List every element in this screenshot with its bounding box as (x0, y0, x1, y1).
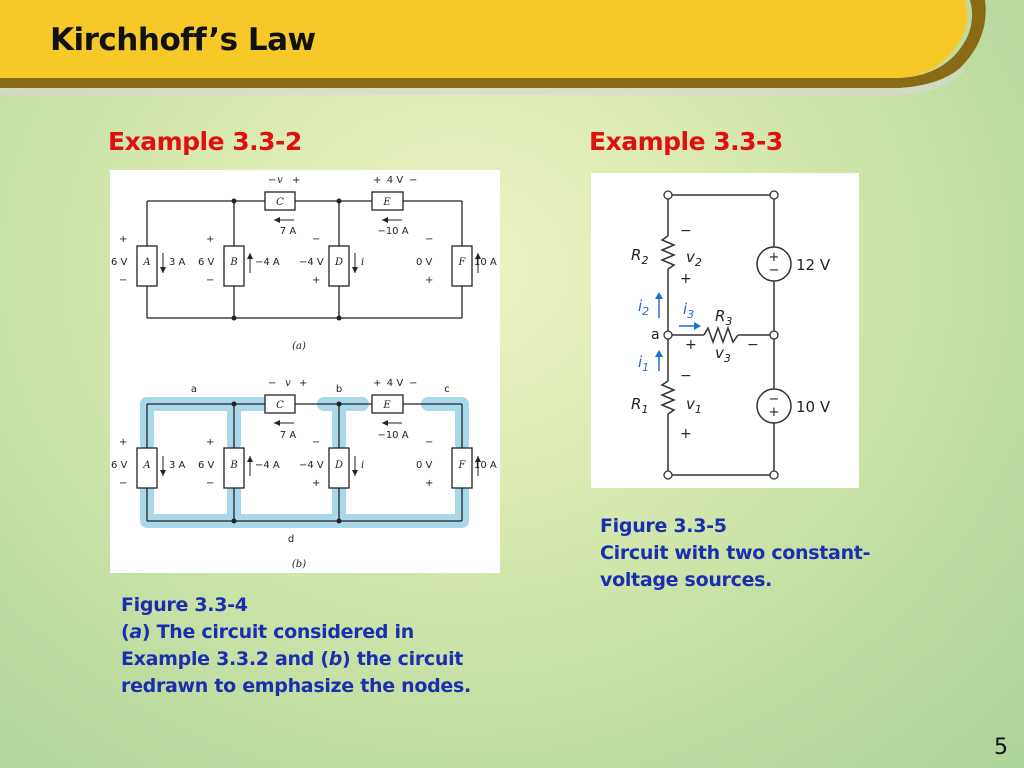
element-d-label: D (334, 257, 344, 268)
caption-line: redrawn to emphasize the nodes. (121, 675, 471, 697)
svg-text:+: + (425, 478, 434, 489)
voltage-d-label-b: −4 V (299, 460, 324, 471)
voltage-c-label-b: v (285, 378, 291, 389)
current-f-label-b: 10 A (474, 460, 497, 471)
node-a-label: a (190, 384, 198, 395)
current-c-label: 7 A (279, 226, 297, 237)
svg-text:R2 (631, 246, 648, 267)
r3-subscript: 3 (725, 315, 733, 328)
r2-label: R (631, 246, 642, 264)
current-d-label: i (361, 257, 365, 268)
svg-text:−: − (119, 275, 128, 286)
svg-text:−: − (206, 275, 215, 286)
node-c-label: c (444, 384, 450, 395)
i3-subscript: 3 (687, 308, 695, 321)
i1-label: i (638, 353, 643, 371)
circuit-figure-3-3-4 (110, 170, 500, 573)
v2-label: v (686, 248, 695, 266)
current-a-label-b: 3 A (169, 460, 186, 471)
svg-text:−: − (768, 392, 780, 407)
svg-text:+: + (312, 478, 321, 489)
i2-subscript: 2 (642, 305, 650, 318)
svg-text:+: + (373, 175, 382, 186)
svg-text:−: − (312, 437, 321, 448)
element-c-label-b: C (276, 400, 284, 411)
svg-text:−: − (409, 378, 418, 389)
svg-text:+: + (206, 234, 215, 245)
svg-text:v2 (686, 248, 702, 269)
node-d-label: d (287, 534, 295, 545)
voltage-a-label-b: 6 V (111, 460, 128, 471)
svg-text:−: − (409, 175, 418, 186)
svg-text:−: − (425, 437, 434, 448)
svg-text:−: − (268, 175, 277, 186)
slide-title: Kirchhoff’s Law (50, 22, 316, 58)
voltage-b-label: 6 V (198, 257, 215, 268)
page-number: 5 (994, 735, 1008, 760)
r3-label: R (715, 307, 726, 325)
svg-text:v3 (715, 344, 731, 365)
svg-text:+: + (768, 250, 780, 265)
v2-subscript: 2 (694, 256, 702, 269)
voltage-e-label-b: 4 V (386, 378, 404, 389)
caption-line: Figure 3.3-5 (600, 515, 727, 537)
caption-line: Example 3.3.2 and (b) the circuit (121, 648, 464, 670)
circuit-diagram-right (591, 173, 859, 488)
element-e-label-b: E (383, 400, 391, 411)
caption-line: Circuit with two constant- (600, 542, 871, 564)
svg-text:−: − (119, 478, 128, 489)
element-f-label: F (458, 257, 466, 268)
figure-3-3-4-caption (121, 592, 471, 700)
v3-label: v (715, 344, 724, 362)
caption-line: voltage sources. (600, 569, 773, 591)
current-c-label-b: 7 A (279, 430, 297, 441)
caption-line: (a) The circuit considered in (121, 621, 414, 643)
svg-text:−: − (680, 368, 692, 384)
svg-text:+: + (680, 426, 692, 442)
voltage-b-label-b: 6 V (198, 460, 215, 471)
i1-subscript: 1 (642, 361, 650, 374)
element-b-label-b: B (230, 460, 238, 471)
element-f-label-b: F (458, 460, 466, 471)
svg-text:R3 (715, 307, 732, 328)
voltage-c-label: v (277, 175, 283, 186)
voltage-e-label: 4 V (386, 175, 404, 186)
svg-text:−: − (768, 263, 780, 278)
svg-text:−: − (268, 378, 277, 389)
figure-3-3-5-caption (600, 513, 870, 594)
current-f-label: 10 A (474, 257, 497, 268)
i2-label: i (638, 297, 643, 315)
element-e-label: E (383, 197, 391, 208)
source-10v-label: 10 V (796, 398, 831, 416)
current-b-label-b: −4 A (255, 460, 280, 471)
element-c-label: C (276, 197, 284, 208)
example-left-title: Example 3.3-2 (108, 127, 302, 156)
svg-text:+: + (299, 378, 308, 389)
element-a-label: A (143, 257, 151, 268)
element-d-label-b: D (334, 460, 344, 471)
r1-subscript: 1 (641, 403, 649, 416)
source-12v-label: 12 V (796, 256, 831, 274)
svg-text:+: + (425, 275, 434, 286)
caption-line: Figure 3.3-4 (121, 594, 248, 616)
part-a-label: (a) (292, 341, 306, 352)
voltage-a-label: 6 V (111, 257, 128, 268)
svg-text:+: + (119, 437, 128, 448)
svg-text:v1 (686, 395, 702, 416)
current-e-label: −10 A (377, 226, 409, 237)
v1-label: v (686, 395, 695, 413)
svg-text:−: − (747, 337, 759, 353)
v1-subscript: 1 (694, 403, 702, 416)
part-b-label: (b) (291, 559, 307, 570)
svg-text:+: + (119, 234, 128, 245)
svg-text:i3 (683, 300, 694, 321)
svg-text:i2 (638, 297, 649, 318)
v3-subscript: 3 (723, 352, 731, 365)
r1-label: R (631, 395, 642, 413)
current-e-label-b: −10 A (377, 430, 409, 441)
circuit-figure-3-3-5 (591, 173, 859, 488)
current-a-label: 3 A (169, 257, 186, 268)
svg-text:+: + (768, 405, 780, 420)
voltage-f-label-b: 0 V (416, 460, 433, 471)
element-a-label-b: A (143, 460, 151, 471)
node-a-label-right: a (651, 327, 660, 343)
current-d-label-b: i (361, 460, 365, 471)
svg-text:R1 (631, 395, 648, 416)
svg-text:+: + (680, 271, 692, 287)
svg-text:+: + (292, 175, 301, 186)
svg-text:+: + (373, 378, 382, 389)
svg-text:+: + (206, 437, 215, 448)
node-b-label: b (335, 384, 343, 395)
example-right-title: Example 3.3-3 (589, 127, 783, 156)
element-b-label: B (230, 257, 238, 268)
svg-text:−: − (312, 234, 321, 245)
voltage-d-label: −4 V (299, 257, 324, 268)
circuit-diagram-left (110, 170, 500, 573)
svg-text:−: − (425, 234, 434, 245)
svg-text:−: − (680, 223, 692, 239)
svg-text:+: + (685, 337, 697, 353)
current-b-label: −4 A (255, 257, 280, 268)
svg-text:i1 (638, 353, 649, 374)
svg-text:+: + (312, 275, 321, 286)
svg-text:−: − (206, 478, 215, 489)
r2-subscript: 2 (641, 254, 649, 267)
voltage-f-label: 0 V (416, 257, 433, 268)
i3-label: i (683, 300, 688, 318)
